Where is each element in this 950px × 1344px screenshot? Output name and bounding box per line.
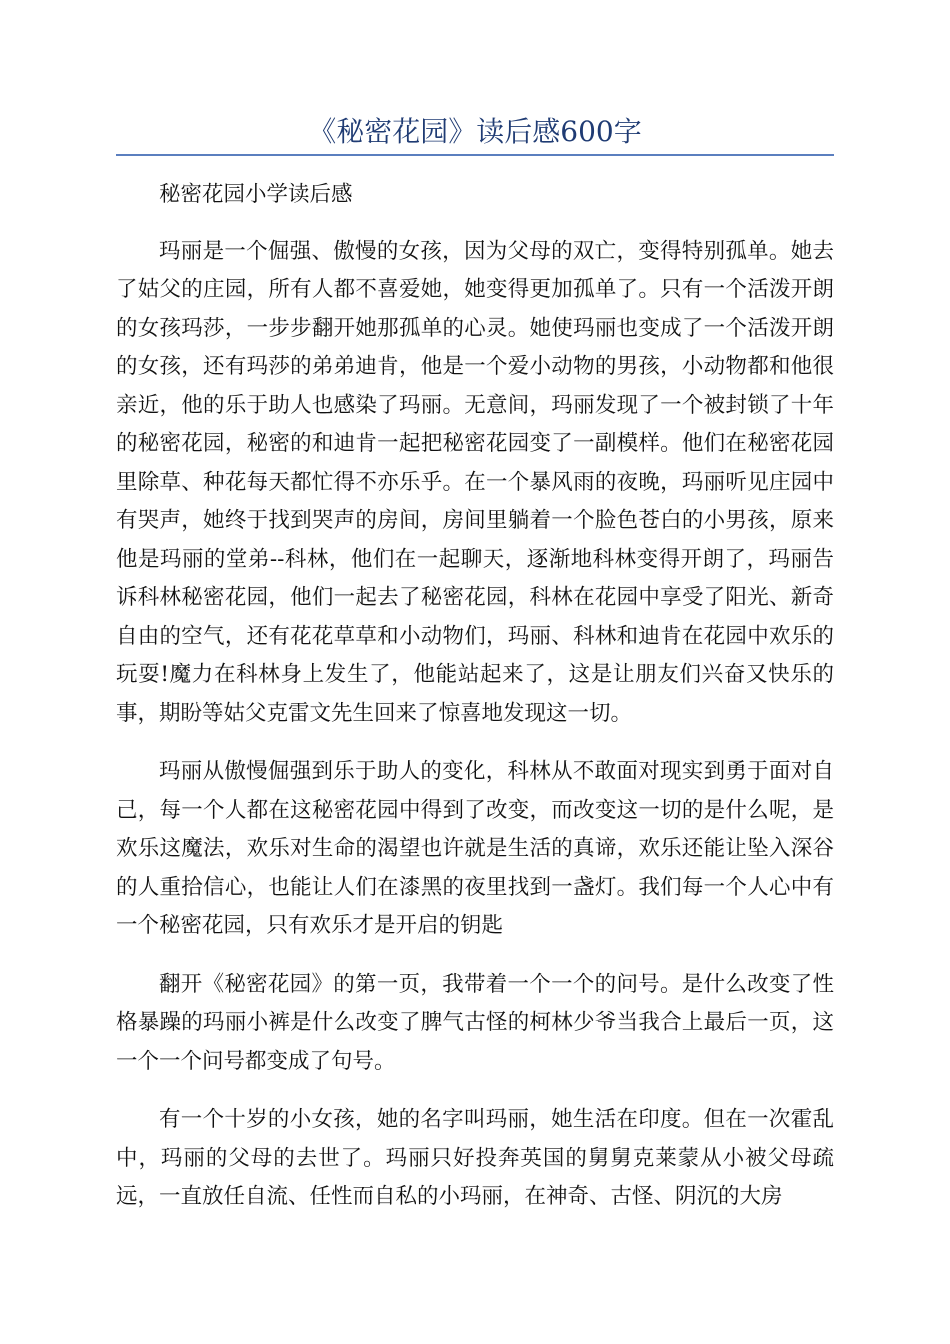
paragraph: 有一个十岁的小女孩，她的名字叫玛丽，她生活在印度。但在一次霍乱中，玛丽的父母的去世了。玛丽只好投奔英国的舅舅克莱蒙从小被父母疏远，一直放任自流、任性而自私的小玛丽，在神奇、古怪、阴沉的大房 [116, 1107, 834, 1209]
document-body [116, 176, 834, 1217]
paragraph: 玛丽是一个倔强、傲慢的女孩，因为父母的双亡，变得特别孤单。她去了姑父的庄园，所有人都不喜爱她，她变得更加孤单了。只有一个活泼开朗的女孩玛莎，一步步翻开她那孤单的心灵。她使玛丽也变成了一个活泼开朗的女孩，还有玛莎的弟弟迪肯，他是一个爱小动物的男孩，小动物都和他很亲近，他的乐于助人也感染了玛丽。无意间，玛丽发现了一个被封锁了十年的秘密花园，秘密的和迪肯一起把秘密花园变了一副模样。他们在秘密花园里除草、种花每天都忙得不亦乐乎。在一个暴风雨的夜晚，玛丽听见庄园中有哭声，她终于找到哭声的房间，房间里躺着一个脸色苍白的小男孩，原来他是玛丽的堂弟--科林，他们在一起聊天，逐渐地科林变得开朗了，玛丽告诉科林秘密花园，他们一起去了秘密花园，科林在花园中享受了阳光、新奇自由的空气，还有花花草草和小动物们，玛丽、科林和迪肯在花园中欢乐的玩耍!魔力在科林身上发生了，他能站起来了，这是让朋友们兴奋又快乐的事，期盼等姑父克雷文先生回来了惊喜地发现这一切。 [116, 238, 834, 726]
paragraph: 玛丽从傲慢倔强到乐于助人的变化，科林从不敢面对现实到勇于面对自己，每一个人都在这秘密花园中得到了改变，而改变这一切的是什么呢，是欢乐这魔法，欢乐对生命的渴望也许就是生活的真谛，欢乐还能让坠入深谷的人重拾信心，也能让人们在漆黑的夜里找到一盏灯。我们每一个人心中有一个秘密花园，只有欢乐才是开启的钥匙 [116, 759, 834, 938]
document-subtitle: 秘密花园小学读后感 [159, 182, 353, 207]
title-underline [116, 154, 834, 156]
paragraph: 翻开《秘密花园》的第一页，我带着一个一个的问号。是什么改变了性格暴躁的玛丽小裤是什么改变了脾气古怪的柯林少爷当我合上最后一页，这一个一个问号都变成了句号。 [116, 971, 834, 1074]
document-title: 《秘密花园》读后感600字 [308, 115, 642, 148]
